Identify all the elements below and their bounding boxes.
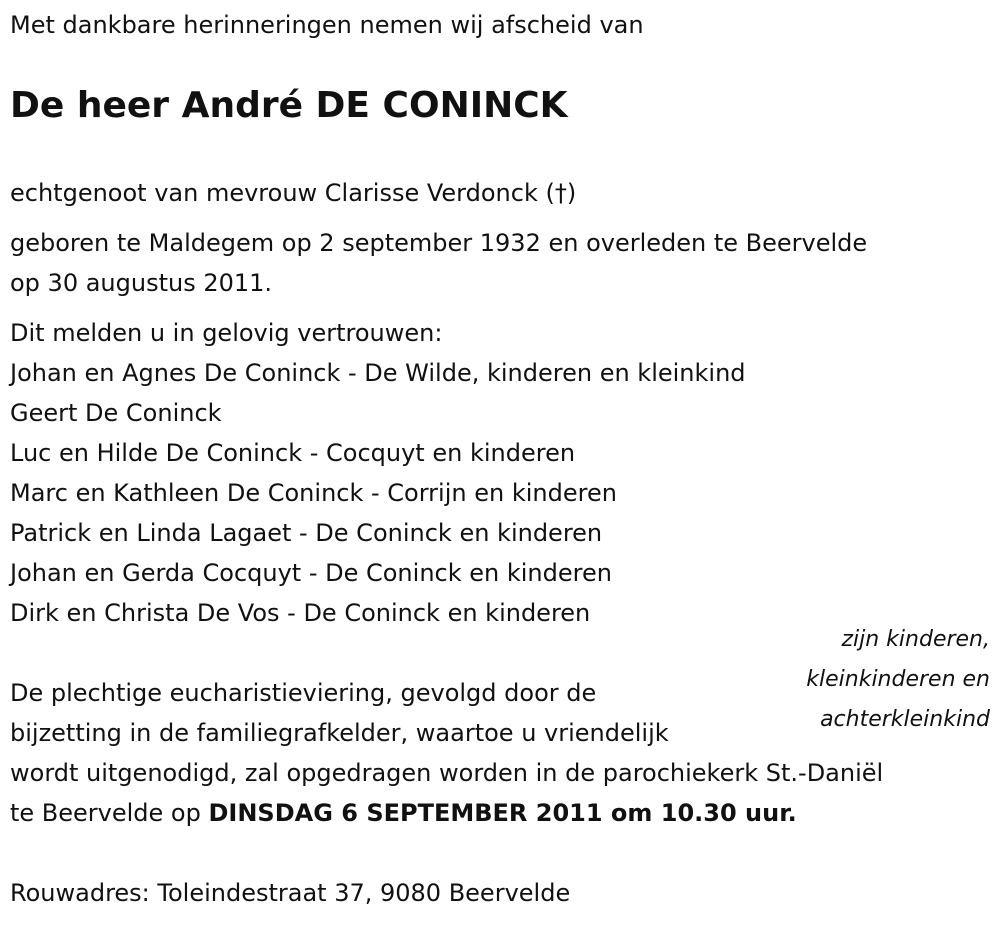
service-line-4 <box>10 798 797 828</box>
family-note-line-2: kleinkinderen en <box>806 667 990 692</box>
family-line-2: Geert De Coninck <box>10 399 222 427</box>
family-note <box>730 620 990 740</box>
address: Rouwadres: Toleindestraat 37, 9080 Beervelde <box>10 879 571 907</box>
family-line-3: Luc en Hilde De Coninck - Cocquyt en kinderen <box>10 439 576 467</box>
deceased-name: De heer André DE CONINCK <box>10 85 568 126</box>
family-line-5: Patrick en Linda Lagaet - De Coninck en kinderen <box>10 519 603 547</box>
announcers-intro: Dit melden u in gelovig vertrouwen: <box>10 319 443 347</box>
spouse-line: echtgenoot van mevrouw Clarisse Verdonck (†) <box>10 179 577 207</box>
service-line-3: wordt uitgenodigd, zal opgedragen worden in de parochiekerk St.-Daniël <box>10 759 884 787</box>
family-note-line-1: zijn kinderen, <box>841 627 990 652</box>
birth-death-line-1: geboren te Maldegem op 2 september 1932 en overleden te Beervelde <box>10 229 868 257</box>
family-line-6: Johan en Gerda Cocquyt - De Coninck en kinderen <box>10 559 612 587</box>
family-line-7: Dirk en Christa De Vos - De Coninck en kinderen <box>10 599 591 627</box>
service-date: DINSDAG 6 SEPTEMBER 2011 om 10.30 uur. <box>208 799 797 827</box>
service-date-prefix: te Beervelde op <box>10 799 209 827</box>
family-line-1: Johan en Agnes De Coninck - De Wilde, kinderen en kleinkind <box>10 359 746 387</box>
intro-text: Met dankbare herinneringen nemen wij afscheid van <box>10 11 644 39</box>
family-note-line-3: achterkleinkind <box>820 707 990 732</box>
family-line-4: Marc en Kathleen De Coninck - Corrijn en kinderen <box>10 479 617 507</box>
service-line-1: De plechtige eucharistieviering, gevolgd door de <box>10 679 597 707</box>
service-line-2: bijzetting in de familiegrafkelder, waartoe u vriendelijk <box>10 719 669 747</box>
birth-death-line-2: op 30 augustus 2011. <box>10 269 273 297</box>
